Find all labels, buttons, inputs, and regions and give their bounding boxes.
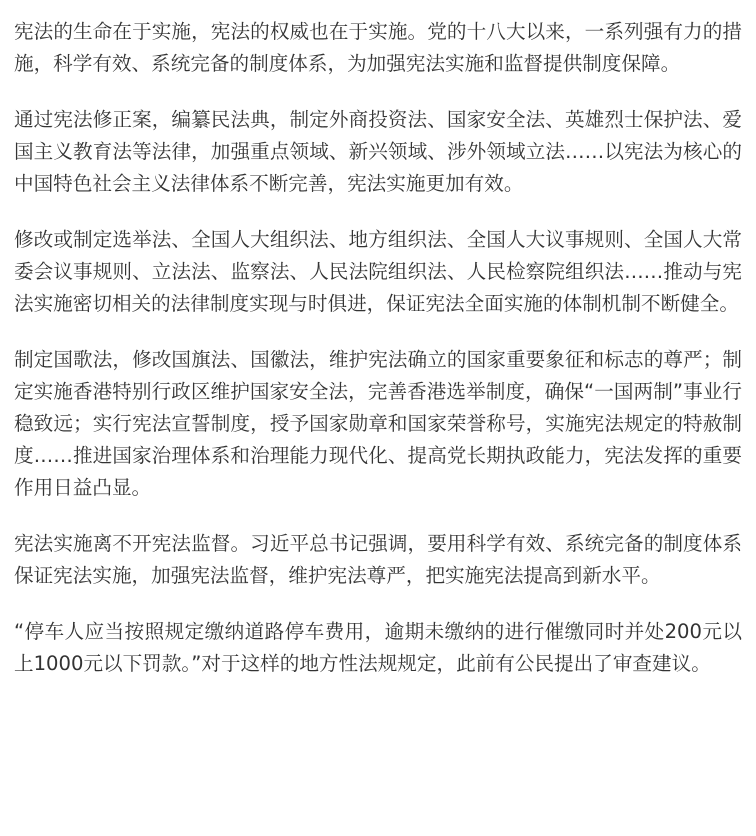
paragraph-6: “停车人应当按照规定缴纳道路停车费用，逾期未缴纳的进行催缴同时并处200元以上1000元以下罚款。”对于这样的地方性法规规定，此前有公民提出了审查建议。 bbox=[14, 620, 742, 675]
paragraph-4: 制定国歌法，修改国旗法、国徽法，维护宪法确立的国家重要象征和标志的尊严；制定实施香港特别行政区维护国家安全法，完善香港选举制度，确保“一国两制”事业行稳致远；实行宪法宣誓制度，授予国家勋章和国家荣誉称号，实施宪法规定的特赦制度……推进国家治理体系和治理能力现代化、提高党长期执政能力，宪法发挥的重要作用日益凸显。 bbox=[14, 348, 742, 499]
paragraph-2: 通过宪法修正案，编纂民法典，制定外商投资法、国家安全法、英雄烈士保护法、爱国主义教育法等法律，加强重点领域、新兴领域、涉外领域立法……以宪法为核心的中国特色社会主义法律体系不断完善，宪法实施更加有效。 bbox=[14, 108, 742, 195]
paragraph-5: 宪法实施离不开宪法监督。习近平总书记强调，要用科学有效、系统完备的制度体系保证宪法实施，加强宪法监督，维护宪法尊严，把实施宪法提高到新水平。 bbox=[14, 532, 742, 587]
paragraph-3: 修改或制定选举法、全国人大组织法、地方组织法、全国人大议事规则、全国人大常委会议事规则、立法法、监察法、人民法院组织法、人民检察院组织法……推动与宪法实施密切相关的法律制度实现与时俱进，保证宪法全面实施的体制机制不断健全。 bbox=[14, 228, 742, 315]
paragraph-1: 宪法的生命在于实施，宪法的权威也在于实施。党的十八大以来，一系列强有力的措施，科学有效、系统完备的制度体系，为加强宪法实施和监督提供制度保障。 bbox=[14, 20, 742, 75]
